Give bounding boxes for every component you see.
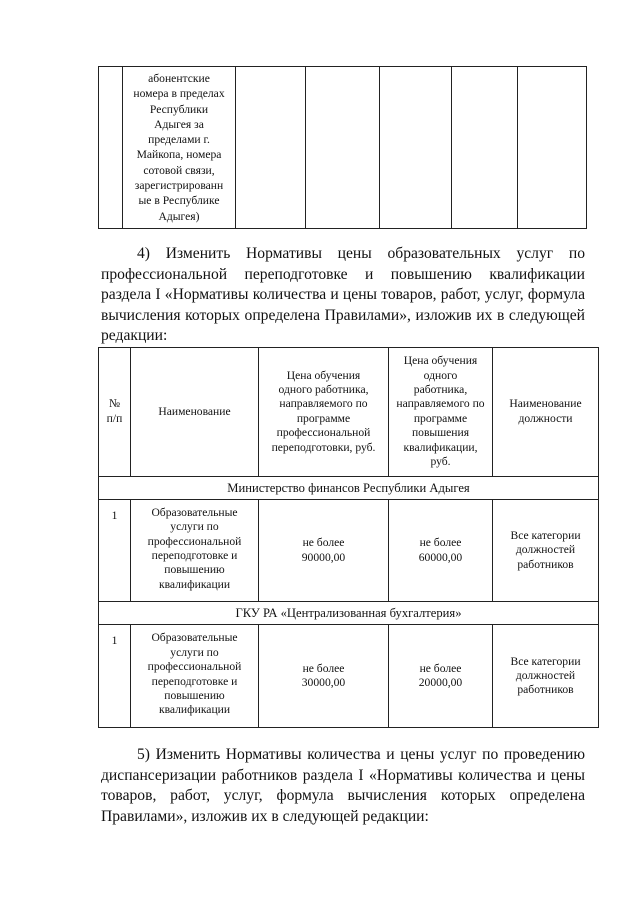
row-price-qualification: не более 60000,00 [389, 499, 493, 602]
header-num: № п/п [99, 348, 131, 477]
row-price-retraining: не более 90000,00 [259, 499, 389, 602]
fragment-cell-empty [380, 67, 452, 229]
row-name: Образовательные услуги по профессиональной переподготовке и повышению квалификации [131, 499, 259, 602]
row-position: Все категории должностей работников [493, 625, 599, 728]
table-header-row [99, 348, 599, 477]
header-price-retraining: Цена обучения одного работника, направляемого по программе профессиональной переподготовки, руб. [259, 348, 389, 477]
education-prices-table [98, 347, 599, 728]
continued-table-fragment [98, 66, 587, 229]
table-row [99, 625, 599, 728]
fragment-cell-empty [452, 67, 518, 229]
table-row [99, 499, 599, 602]
section-title: Министерство финансов Республики Адыгея [99, 476, 599, 499]
fragment-cell-empty [518, 67, 587, 229]
section-row [99, 476, 599, 499]
header-name: Наименование [131, 348, 259, 477]
paragraph-4: 4) Изменить Нормативы цены образовательных услуг по профессиональной переподготовке и повышению квалификации раздела I «Нормативы количества и цены товаров, работ, услуг, формула вычисления которых определена Правилами», изложив их в следующей редакции: [101, 245, 585, 344]
header-position: Наименование должности [493, 348, 599, 477]
fragment-cell-num [99, 67, 123, 229]
fragment-cell-name [123, 67, 236, 229]
paragraph-5: 5) Изменить Нормативы количества и цены услуг по проведению диспансеризации работников раздела I «Нормативы количества и цены товаров, работ, услуг, формула вычисления которых определена Правилами», изложив их в следующей редакции: [101, 746, 585, 825]
fragment-cell-empty [306, 67, 380, 229]
row-price-qualification: не более 20000,00 [389, 625, 493, 728]
row-num: 1 [99, 625, 131, 728]
header-price-qualification: Цена обучения одного работника, направляемого по программе повышения квалификации, руб. [389, 348, 493, 477]
row-num: 1 [99, 499, 131, 602]
row-name: Образовательные услуги по профессиональной переподготовке и повышению квалификации [131, 625, 259, 728]
fragment-name-text: абонентские номера в пределах Республики Адыгея за пределами г. Майкопа, номера сотовой связи, зарегистрированн ые в Республике Адыгея) [133, 72, 225, 223]
fragment-row [99, 67, 587, 229]
section-title: ГКУ РА «Централизованная бухгалтерия» [99, 602, 599, 625]
row-position: Все категории должностей работников [493, 499, 599, 602]
section-row [99, 602, 599, 625]
row-price-retraining: не более 30000,00 [259, 625, 389, 728]
fragment-cell-empty [236, 67, 306, 229]
